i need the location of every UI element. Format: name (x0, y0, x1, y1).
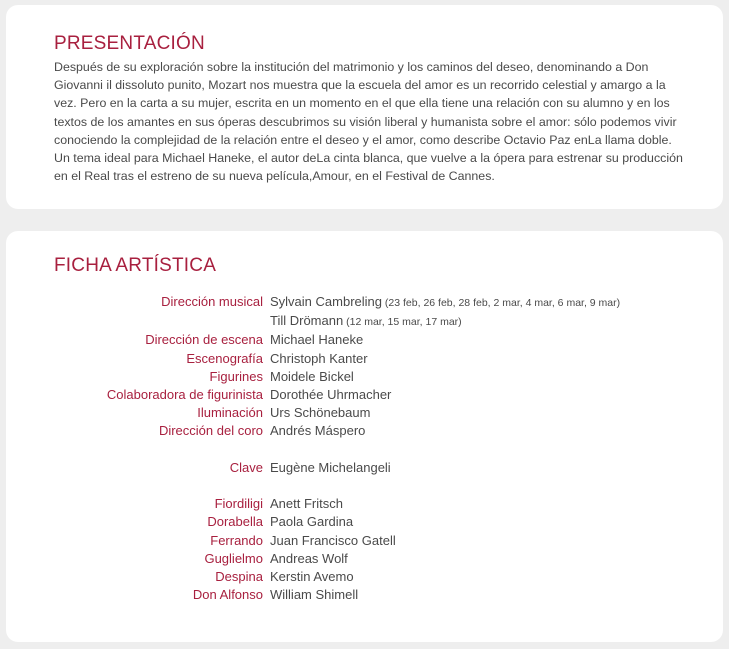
credit-name: Andrés Máspero (270, 423, 366, 439)
credit-role: Dirección del coro (158, 423, 263, 439)
credit-role: Dorabella (207, 514, 263, 530)
credit-role: Clave (229, 459, 263, 475)
credit-name: Christoph Kanter (270, 350, 368, 366)
credit-row (54, 586, 683, 604)
credit-name: Sylvain Cambreling (270, 294, 382, 309)
credit-role: Escenografía (186, 350, 263, 366)
credits-spacer (54, 441, 683, 459)
credit-row (54, 532, 683, 550)
credit-role: Don Alfonso (192, 587, 263, 603)
credit-role: Figurines (209, 368, 263, 384)
credit-role: Colaboradora de figurinista (106, 387, 263, 403)
credit-name: Anett Fritsch (270, 496, 343, 512)
credit-dates: (23 feb, 26 feb, 28 feb, 2 mar, 4 mar, 6 mar, 9 mar) (382, 297, 621, 309)
credit-role: Fiordiligi (214, 496, 263, 512)
credits-list (54, 293, 683, 604)
credit-name: Moidele Bickel (270, 368, 354, 384)
credit-name: Eugène Michelangeli (270, 459, 391, 475)
credit-role: Ferrando (210, 532, 263, 548)
presentation-text-part: . Un tema ideal para Michael Haneke, el autor de (54, 132, 672, 166)
presentation-text-part: , que vuelve a la ópera para estrenar su producción en el Real tras el estreno de su nueva película, (54, 151, 683, 184)
credit-row (54, 312, 683, 331)
credit-role: Dirección musical (161, 294, 263, 309)
credits-title: FICHA ARTÍSTICA (54, 255, 217, 276)
presentation-text-part: , en el Festival de Cannes. (348, 169, 495, 184)
credit-row (54, 368, 683, 386)
presentation-title: PRESENTACIÓN (54, 33, 205, 54)
credits-card (6, 231, 723, 642)
credit-dates: (12 mar, 15 mar, 17 mar) (343, 316, 462, 329)
credit-name: William Shimell (270, 587, 359, 603)
credit-row (54, 568, 683, 586)
credit-row (54, 350, 683, 368)
credits-spacer (54, 477, 683, 495)
work-title: La cinta blanca (316, 151, 400, 166)
credit-row (54, 513, 683, 531)
credit-row (54, 495, 683, 513)
presentation-card (6, 5, 723, 209)
credit-row (54, 550, 683, 568)
credit-name: Urs Schönebaum (270, 405, 371, 421)
credit-row (54, 386, 683, 404)
credit-row (54, 404, 683, 422)
credit-role: Guglielmo (204, 550, 263, 566)
credit-role: Dirección de escena (145, 332, 263, 348)
credit-name: Juan Francisco Gatell (270, 532, 396, 548)
credit-row (54, 293, 683, 312)
credit-row (54, 331, 683, 349)
credit-value (270, 293, 620, 312)
credit-role: Despina (215, 569, 263, 585)
credit-name: Paola Gardina (270, 514, 354, 530)
presentation-text (54, 58, 683, 185)
credit-role: Iluminación (197, 405, 263, 421)
work-title: La llama doble (587, 132, 669, 147)
credit-row (54, 459, 683, 477)
credit-role (54, 312, 263, 331)
credit-name: Dorothée Uhrmacher (270, 387, 392, 403)
credit-name: Till Drömann (270, 313, 344, 329)
credit-value (270, 312, 462, 331)
credit-name: Andreas Wolf (270, 550, 348, 566)
credit-row (54, 422, 683, 440)
work-title: Amour (312, 169, 349, 184)
credit-name: Michael Haneke (270, 332, 364, 348)
presentation-text-part: Después de su exploración sobre la institución del matrimonio y los caminos del deseo, denominando a Don Giovanni il dissoluto punito, Mozart nos muestra que la escuela del amor es un recorrido celestial y amargo a la vez. Pero en la carta a su mujer, escrita en un momento en el que ella tiene una relación con su alumno y en los textos de los amantes en sus óperas descubrimos su visión liberal y humanista sobre el amor: sólo podemos vivir conociendo la complejidad de la relación entre el deseo y el amor, como describe Octavio Paz en (54, 60, 677, 147)
credit-name: Kerstin Avemo (270, 569, 354, 585)
